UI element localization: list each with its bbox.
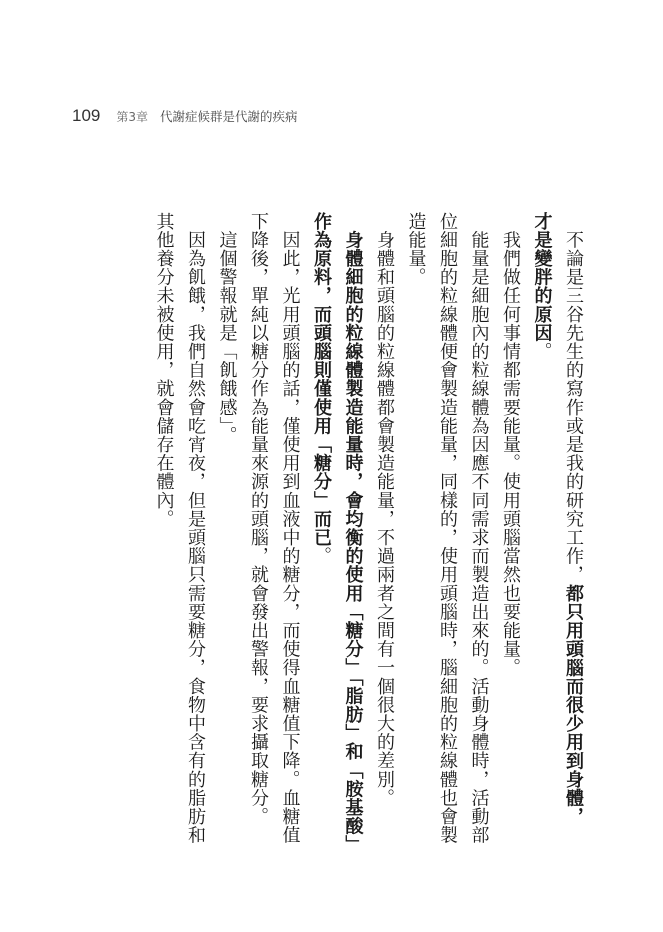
paragraph [526,212,558,852]
text-run: 。 [531,342,553,361]
running-header [72,106,298,126]
paragraph [148,212,211,852]
text-run: 因為飢餓，我們自然會吃宵夜，但是頭腦只需要糖分，食物中含有的脂肪和其他養分未被使用，就會儲存在體內。 [153,212,206,845]
text-run: 不論是三谷先生的寫作或是我的研究工作， [563,230,584,585]
emphasis-text: 身體細胞的粒線體製造能量時，會均衡的使用「糖分」「脂肪」和「胺基酸」作為原料，而頭腦則僅使用「糖分」而已 [311,212,364,846]
paragraph [400,212,495,852]
paragraph [369,212,401,852]
text-run: 因此，光用頭腦的話，僅使用到血液中的糖分，而使得血糖值下降。血糖值下降後，單純以糖分作為能量來源的頭腦，就會發出警報，要求攝取糖分。 [248,212,301,845]
text-run: 能量是細胞內的粒線體為因應不同需求而製造出來的。活動身體時，活動部位細胞的粒線體便會製造能量，同樣的，使用頭腦時，腦細胞的粒線體也會製造能量。 [405,212,490,845]
paragraph [211,212,243,852]
emphasis-text: 都只用頭腦而很少用到身體， [563,584,584,826]
text-run: 身體和頭腦的粒線體都會製造能量，不過兩者之間有一個很大的差別。 [374,230,395,808]
paragraph [243,212,306,852]
paragraph [306,212,369,852]
text-run: 。 [311,546,332,566]
body-text [69,212,589,852]
text-run: 這個警報就是「飢餓感」。 [216,230,238,445]
chapter-label: 第3章 [116,110,149,124]
emphasis-text: 才是變胖的原因 [531,212,553,343]
text-run: 我們做任何事情都需要能量。使用頭腦當然也要能量。 [500,230,521,678]
paragraph [495,212,527,852]
paragraph [558,212,590,852]
chapter-title: 代謝症候群是代謝的疾病 [160,109,298,124]
page-number: 109 [72,106,101,125]
